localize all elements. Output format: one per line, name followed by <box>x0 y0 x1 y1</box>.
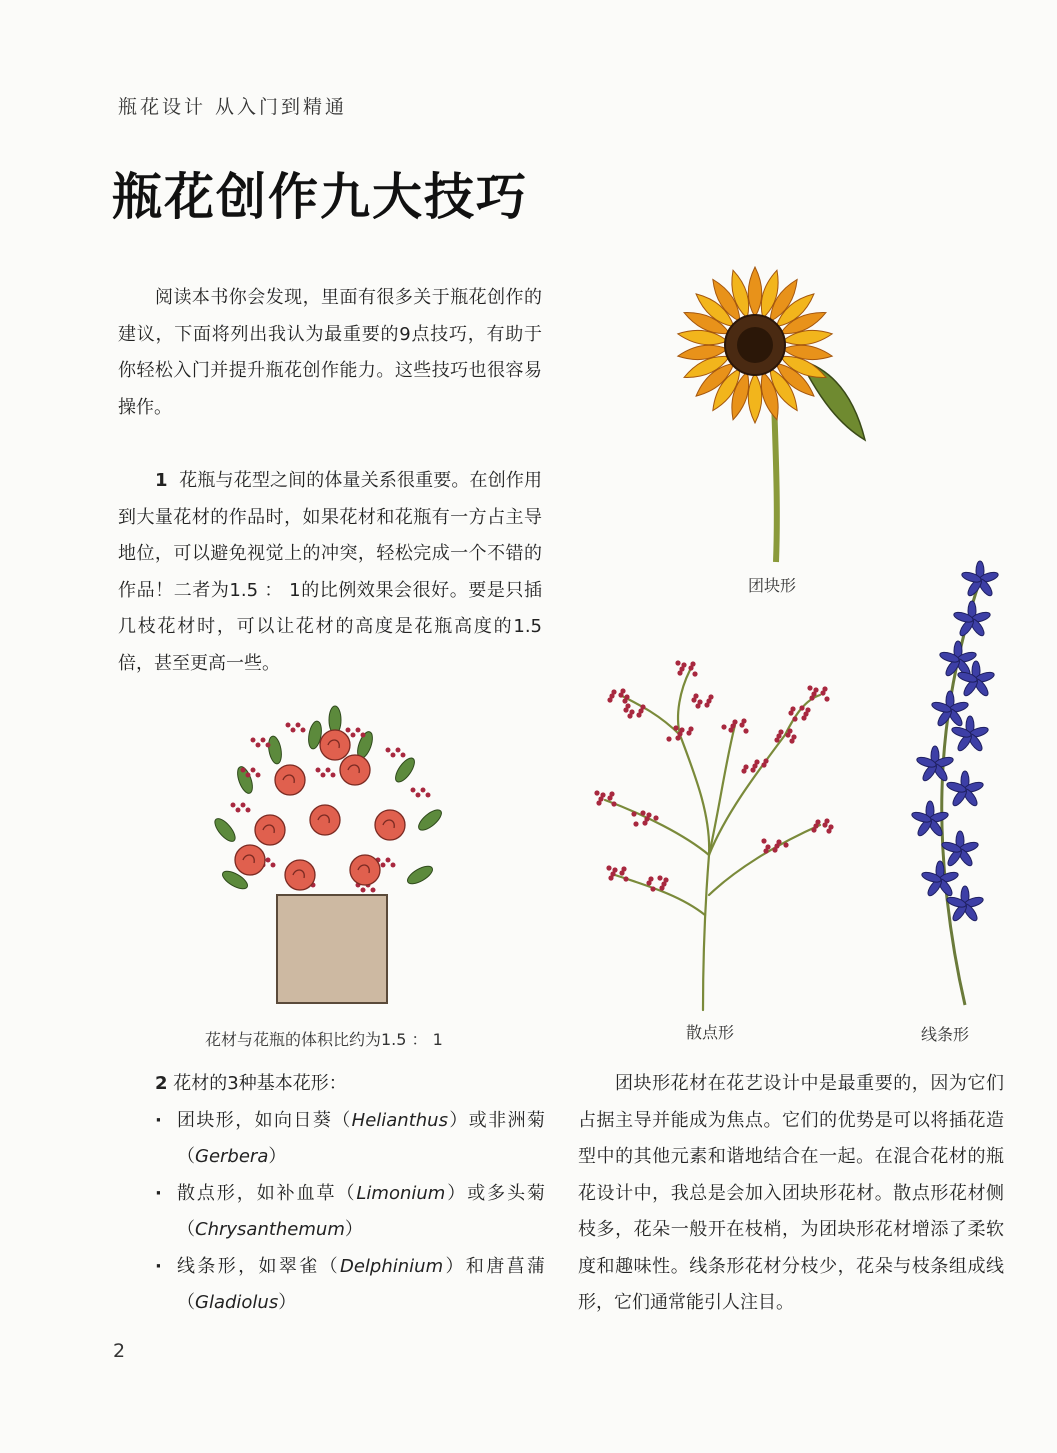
bouquet-berry <box>251 768 256 773</box>
bouquet-rose <box>275 765 305 795</box>
bouquet-leaf <box>392 755 418 785</box>
tip-2-heading-text: 花材的3种基本花形： <box>173 1073 347 1094</box>
bouquet-berry <box>331 773 336 778</box>
bouquet-berry <box>231 803 236 808</box>
bouquet-berry <box>346 728 351 733</box>
running-head: 瓶花设计 从入门到精通 <box>118 96 348 118</box>
limonium-floret <box>640 704 645 709</box>
list-item: · 团块形，如向日葵（Helianthus）或非洲菊（Gerbera） <box>155 1103 545 1176</box>
limonium-floret <box>612 867 617 872</box>
limonium-floret <box>631 811 636 816</box>
limonium-floret <box>646 812 651 817</box>
limonium-floret <box>611 689 616 694</box>
bouquet-rose <box>350 855 380 885</box>
bouquet-berry <box>286 723 291 728</box>
bouquet-berry <box>316 768 321 773</box>
bouquet-berry <box>321 773 326 778</box>
limonium-floret <box>688 726 693 731</box>
limonium-floret <box>822 686 827 691</box>
limonium-floret <box>828 824 833 829</box>
limonium-floret <box>743 764 748 769</box>
limonium-floret <box>620 688 625 693</box>
flower-shape-list <box>155 1103 545 1322</box>
limonium-floret <box>675 660 680 665</box>
bouquet-berry <box>266 858 271 863</box>
bouquet-berry <box>296 723 301 728</box>
limonium-caption: 散点形 <box>686 1023 735 1042</box>
bouquet-berry <box>241 768 246 773</box>
tip-2-number: 2 <box>155 1073 168 1094</box>
bouquet-rose <box>255 815 285 845</box>
bouquet-berry <box>381 863 386 868</box>
bouquet-berry <box>396 748 401 753</box>
bouquet-berry <box>391 753 396 758</box>
bouquet-berry <box>426 793 431 798</box>
limonium-floret <box>623 876 628 881</box>
limonium-floret <box>790 706 795 711</box>
bouquet-caption: 花材与花瓶的体积比约为1.5 ： 1 <box>205 1030 443 1049</box>
bouquet-rose <box>285 860 315 890</box>
bouquet-leaf <box>211 815 238 844</box>
limonium-floret <box>625 703 630 708</box>
sunflower-petal <box>748 373 762 423</box>
page-number: 2 <box>113 1340 126 1362</box>
list-item: · 线条形，如翠雀（Delphinium）和唐菖蒲（Gladiolus） <box>155 1249 545 1322</box>
limonium-floret <box>673 725 678 730</box>
bouquet-rose <box>375 810 405 840</box>
flower-shape-description: 团块形花材在花艺设计中是最重要的，因为它们占据主导并能成为焦点。它们的优势是可以将插花造型中的其他元素和谐地结合在一起。在混合花材的瓶花设计中，我总是会加入团块形花材。散点形花材侧枝多，花朵一般开在枝梢，为团块形花材增添了柔软度和趣味性。线条形花材分枝少，花朵与枝条组成线形，它们通常能引人注目。 <box>578 1073 1004 1313</box>
bouquet-berry <box>411 788 416 793</box>
bouquet-rose <box>340 755 370 785</box>
limonium-floret <box>754 759 759 764</box>
limonium-floret <box>807 685 812 690</box>
bouquet-leaf <box>267 735 284 765</box>
limonium-floret <box>606 865 611 870</box>
limonium-floret <box>693 693 698 698</box>
limonium-floret <box>761 838 766 843</box>
tip-2-section <box>155 1066 545 1322</box>
list-item: · 散点形，如补血草（Limonium）或多头菊（Chrysanthemum） <box>155 1176 545 1249</box>
bouquet-berry <box>301 728 306 733</box>
limonium-floret <box>783 842 788 847</box>
limonium-floret <box>657 875 662 880</box>
bouquet-berry <box>351 733 356 738</box>
limonium-floret <box>787 728 792 733</box>
bouquet-illustration <box>205 710 455 1010</box>
limonium-floret <box>650 886 655 891</box>
bouquet-berry <box>291 728 296 733</box>
limonium-floret <box>732 719 737 724</box>
limonium-floret <box>594 790 599 795</box>
limonium-floret <box>741 718 746 723</box>
bouquet-berry <box>266 743 271 748</box>
sunflower-caption: 团块形 <box>748 576 797 595</box>
tip-1-text: 花瓶与花型之间的体量关系很重要。在创作用到大量花材的作品时，如果花材和花瓶有一方占主导地位，可以避免视觉上的冲突，轻松完成一个不错的作品！二者为1.5 ： 1的比例效果会很好。要是只插几枝花材时，可以让花材的高度是花瓶高度的1.5倍，甚至更高一些。 <box>118 470 542 674</box>
limonium-floret <box>679 727 684 732</box>
limonium-floret <box>692 671 697 676</box>
delphinium-caption: 线条形 <box>921 1025 970 1044</box>
limonium-floret <box>624 694 629 699</box>
limonium-floret <box>778 729 783 734</box>
limonium-floret <box>621 866 626 871</box>
limonium-floret <box>697 699 702 704</box>
bouquet-berry <box>416 793 421 798</box>
limonium-floret <box>653 815 658 820</box>
intro-paragraph: 阅读本书你会发现，里面有很多关于瓶花创作的建议，下面将列出我认为最重要的9点技巧，有助于你轻松入门并提升瓶花创作能力。这些技巧也很容易操作。 <box>118 287 542 418</box>
limonium-floret <box>600 792 605 797</box>
limonium-floret <box>763 758 768 763</box>
tip-2-heading <box>155 1066 545 1103</box>
bouquet-berry <box>236 808 241 813</box>
sunflower-illustration <box>650 250 890 570</box>
limonium-floret <box>815 819 820 824</box>
bouquet-rose <box>310 805 340 835</box>
limonium-floret <box>824 818 829 823</box>
limonium-floret <box>666 736 671 741</box>
limonium-floret <box>743 728 748 733</box>
limonium-floret <box>690 661 695 666</box>
limonium-floret <box>609 791 614 796</box>
sunflower-petal <box>748 267 762 317</box>
bouquet-berry <box>256 743 261 748</box>
bouquet-berry <box>256 773 261 778</box>
limonium-floret <box>824 696 829 701</box>
limonium-floret <box>805 707 810 712</box>
bouquet-berry <box>251 738 256 743</box>
limonium-floret <box>633 821 638 826</box>
bouquet-berry <box>391 863 396 868</box>
bouquet-leaf <box>405 863 435 887</box>
tip-1-number: 1 <box>155 470 168 491</box>
tip-1-paragraph <box>118 463 542 682</box>
bouquet-berry <box>361 733 366 738</box>
limonium-floret <box>765 844 770 849</box>
limonium-floret <box>629 709 634 714</box>
limonium-floret <box>708 694 713 699</box>
limonium-floret <box>640 810 645 815</box>
limonium-floret <box>721 724 726 729</box>
bouquet-leaf <box>415 806 444 833</box>
delphinium-illustration <box>880 560 1020 1010</box>
bouquet-berry <box>361 888 366 893</box>
limonium-floret <box>791 734 796 739</box>
bouquet-berry <box>356 728 361 733</box>
limonium-floret <box>792 716 797 721</box>
bouquet-berry <box>271 863 276 868</box>
limonium-floret <box>648 876 653 881</box>
limonium-illustration <box>585 655 840 1015</box>
bouquet-rose <box>320 730 350 760</box>
limonium-floret <box>799 705 804 710</box>
bouquet-berry <box>371 888 376 893</box>
bouquet-berry <box>241 803 246 808</box>
page-title: 瓶花创作九大技巧 <box>112 167 528 226</box>
bouquet-berry <box>246 808 251 813</box>
limonium-floret <box>663 877 668 882</box>
limonium-floret <box>776 839 781 844</box>
bouquet-berry <box>401 753 406 758</box>
bouquet-berry <box>261 738 266 743</box>
limonium-floret <box>611 801 616 806</box>
bouquet-berry <box>386 858 391 863</box>
bouquet-berry <box>421 788 426 793</box>
bouquet-berry <box>326 768 331 773</box>
bouquet-berry <box>246 773 251 778</box>
bouquet-rose <box>235 845 265 875</box>
limonium-floret <box>681 662 686 667</box>
bouquet-berry <box>386 748 391 753</box>
limonium-floret <box>813 687 818 692</box>
